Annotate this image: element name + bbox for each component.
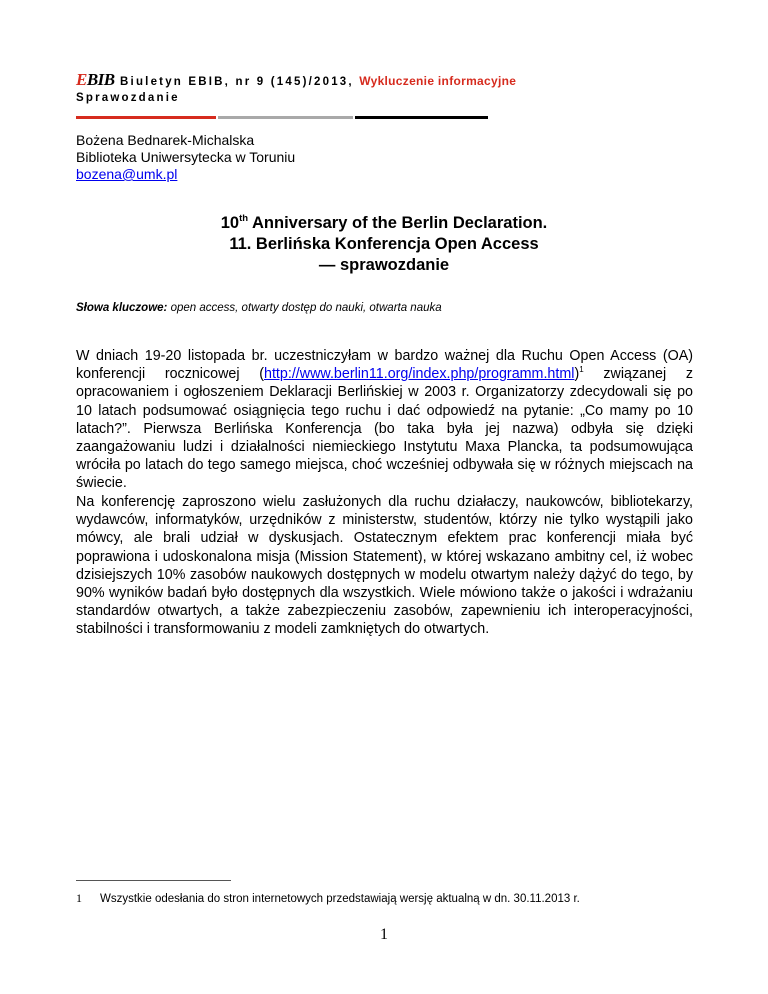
author-affiliation: Biblioteka Uniwersytecka w Toruniu <box>76 149 296 165</box>
author-email-link[interactable]: bozena@umk.pl <box>76 166 178 182</box>
document-title <box>0 213 768 276</box>
header-rule-red <box>76 116 216 119</box>
footnote-separator <box>76 880 231 881</box>
header-rule-grey <box>218 116 353 119</box>
body-paragraph-2: Na konferencję zaproszono wielu zasłużonych dla ruchu działaczy, naukowców, bibliotekarzy, wydawców, informatyków, urzędników z ministerstw, studentów, którzy nie tylko wystąpili jako mówcy, ale brali udział w dyskusjach. Ostatecznym efektem prac konferencji miała być poprawiona i udoskonalona misja (Mission Statement), w której wskazano ambitny cel, iż wobec dzisiejszych 10% zasobów naukowych dostępnych w modelu otwartym należy dążyć do tego, by 90% wyników badań było dostępnych dla wszystkich. Wiele mówiono także o jakości i wdrażaniu standardów otwartych, a także zabezpieczeniu zasobów, zapewnieniu ich interoperacyjności, stabilności i transformowaniu z modeli zamkniętych do otwartych. <box>76 494 693 638</box>
document-type: Sprawozdanie <box>76 92 180 104</box>
keywords <box>76 302 442 314</box>
document-header <box>76 70 696 104</box>
body-paragraph-1: W dniach 19-20 listopada br. uczestniczyłam w bardzo ważnej dla Ruchu Open Access (OA) konferencji rocznicowej (http://www.berlin11.org/index.php/programm.html)$^1$ związanej z opracowaniem i ogłoszeniem Deklaracji Berlińskiej w 2003 r. Organizatorzy zdecydowali się po 10 latach podsumować osiągnięcia tego ruchu i dać odpowiedź na pytanie: „Co mamy po 10 latach?”. Pierwsza Berlińska Konferencja (bo taka była jej nazwa) odbyła się dzięki zaangażowaniu ludzi i działalności niemieckiego Instytutu Maxa Plancka, ta podsumowująca wróciła po latach do tego samego miejsca, choć wcześniej odbywała się w różnych miejscach na świecie. <box>76 348 693 492</box>
keywords-label: Słowa kluczowe: <box>76 302 168 314</box>
conference-link[interactable]: http://www.berlin11.org/index.php/programm.html <box>264 366 575 383</box>
author-name: Bożena Bednarek-Michalska <box>76 132 255 148</box>
header-rule-black <box>355 116 488 119</box>
page-number: 1 <box>380 926 388 943</box>
keywords-text: open access, otwarty dostęp do nauki, otwarta nauka <box>167 302 442 314</box>
footnote-number: 1 <box>76 891 82 905</box>
ebib-logo: EBIB <box>76 70 115 89</box>
section-name: Wykluczenie informacyjne <box>359 74 517 88</box>
header-line <box>76 70 696 90</box>
publication-info: Biuletyn EBIB, nr 9 (145)/2013, <box>120 76 354 88</box>
title-line-3: — sprawozdanie <box>318 256 450 274</box>
footnote-ref[interactable]: 1 <box>579 365 584 375</box>
footnote-text: Wszystkie odesłania do stron internetowych przedstawiają wersję aktualną w dn. 30.11.2013 r. <box>100 893 580 905</box>
author-block <box>76 132 295 183</box>
title-line-1: 10th Anniversary of the Berlin Declaration. <box>220 213 548 232</box>
footnote <box>76 891 580 906</box>
title-line-2: 11. Berlińska Konferencja Open Access <box>229 235 539 253</box>
